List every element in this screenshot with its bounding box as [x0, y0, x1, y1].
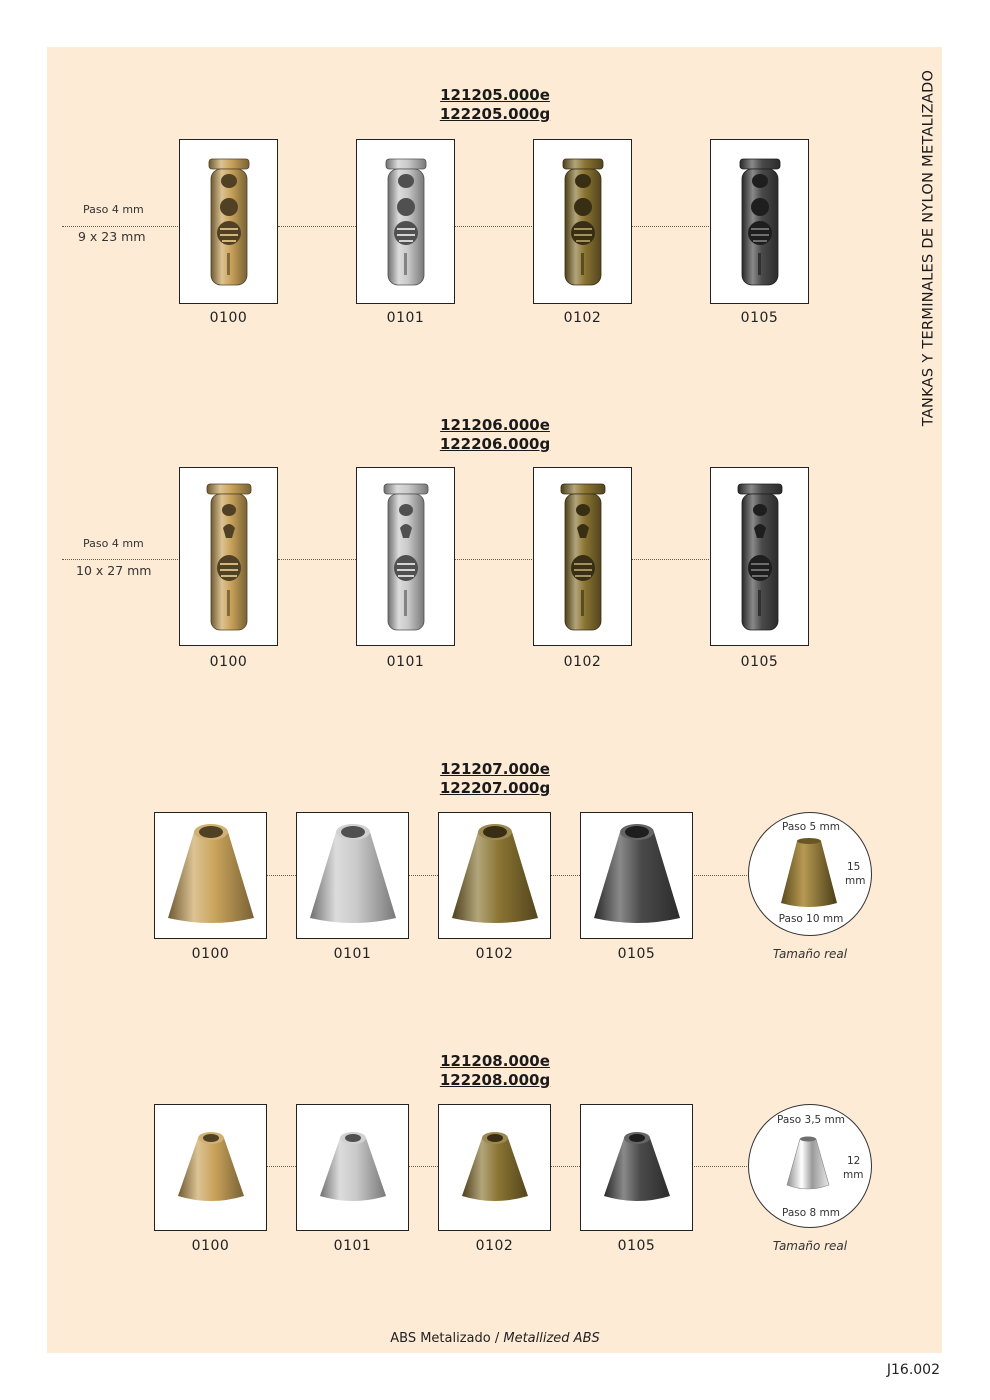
- product-121208-0101[interactable]: [296, 1104, 409, 1231]
- variant-label: 0102: [475, 946, 514, 962]
- real-size-caption: Tamaño real: [772, 1239, 848, 1253]
- variant-label: 0100: [209, 310, 248, 326]
- section4-connector: [550, 1166, 580, 1167]
- cord-stopper-icon: [199, 157, 259, 287]
- cord-end-cone-icon: [317, 1130, 389, 1206]
- variant-label: 0102: [563, 310, 602, 326]
- product-121206-0105[interactable]: [710, 467, 809, 646]
- section1-size: 9 x 23 mm: [78, 229, 146, 244]
- section1-connector: [455, 226, 534, 227]
- section2-size: 10 x 27 mm: [76, 563, 152, 578]
- real-size-top: Paso 5 mm: [781, 821, 840, 833]
- real-size-circle: [748, 812, 872, 936]
- product-121207-0102[interactable]: [438, 812, 551, 939]
- section3-connector: [550, 875, 580, 876]
- variant-label: 0101: [333, 1238, 372, 1254]
- cord-end-cone-icon: [175, 1130, 247, 1206]
- variant-label: 0105: [740, 310, 779, 326]
- variant-label: 0102: [563, 654, 602, 670]
- product-121205-0105[interactable]: [710, 139, 809, 304]
- section2-code-e: 121206.000e: [440, 416, 550, 434]
- section4-code-e: 121208.000e: [440, 1052, 550, 1070]
- cord-stopper-icon: [730, 482, 790, 632]
- variant-label: 0101: [386, 654, 425, 670]
- cone-real-size-icon: [775, 837, 843, 913]
- cord-end-cone-icon: [591, 824, 683, 928]
- variant-label: 0100: [209, 654, 248, 670]
- variant-label: 0101: [333, 946, 372, 962]
- product-121208-0105[interactable]: [580, 1104, 693, 1231]
- cord-end-cone-icon: [165, 824, 257, 928]
- section2-dim-line: [62, 559, 180, 560]
- cord-end-cone-icon: [601, 1130, 673, 1206]
- cord-stopper-icon: [553, 482, 613, 632]
- variant-label: 0105: [617, 946, 656, 962]
- real-size-bottom: Paso 8 mm: [781, 1207, 840, 1219]
- variant-label: 0100: [191, 1238, 230, 1254]
- variant-label: 0100: [191, 946, 230, 962]
- real-size-height-unit: mm: [845, 875, 866, 887]
- variant-label: 0105: [740, 654, 779, 670]
- variant-label: 0102: [475, 1238, 514, 1254]
- section2-connector: [455, 559, 534, 560]
- product-121207-0100[interactable]: [154, 812, 267, 939]
- material-footer: [0, 1331, 990, 1346]
- section1-code-e: 121205.000e: [440, 86, 550, 104]
- real-size-height: 15: [847, 861, 861, 873]
- material-en: Metallized ABS: [503, 1331, 600, 1346]
- section3-connector: [266, 875, 296, 876]
- product-121205-0102[interactable]: [533, 139, 632, 304]
- section4-connector: [266, 1166, 296, 1167]
- product-121208-0102[interactable]: [438, 1104, 551, 1231]
- page-number: J16.002: [886, 1362, 940, 1378]
- section3-connector: [408, 875, 438, 876]
- real-size-height: 12: [847, 1155, 861, 1167]
- section1-connector: [278, 226, 356, 227]
- cone-real-size-icon: [783, 1135, 833, 1195]
- section3-code-e: 121207.000e: [440, 760, 550, 778]
- section4-connector: [692, 1166, 749, 1167]
- section2-connector: [278, 559, 356, 560]
- product-121208-0100[interactable]: [154, 1104, 267, 1231]
- real-size-bottom: Paso 10 mm: [778, 913, 844, 925]
- product-121206-0102[interactable]: [533, 467, 632, 646]
- section1-step: Paso 4 mm: [83, 203, 144, 216]
- section3-code-g: 122207.000g: [439, 779, 551, 797]
- product-121206-0101[interactable]: [356, 467, 455, 646]
- section1-code-g: 122205.000g: [439, 105, 551, 123]
- real-size-height-unit: mm: [843, 1169, 864, 1181]
- section4-connector: [408, 1166, 438, 1167]
- real-size-caption: Tamaño real: [772, 947, 848, 961]
- variant-label: 0105: [617, 1238, 656, 1254]
- product-121207-0101[interactable]: [296, 812, 409, 939]
- cord-stopper-icon: [199, 482, 259, 632]
- section1-dim-line: [62, 226, 180, 227]
- product-121206-0100[interactable]: [179, 467, 278, 646]
- section2-step: Paso 4 mm: [83, 537, 144, 550]
- section3-connector: [692, 875, 749, 876]
- section4-code-g: 122208.000g: [439, 1071, 551, 1089]
- product-121205-0101[interactable]: [356, 139, 455, 304]
- product-121207-0105[interactable]: [580, 812, 693, 939]
- cord-stopper-icon: [376, 157, 436, 287]
- material-es: ABS Metalizado: [390, 1331, 491, 1346]
- section2-connector: [632, 559, 711, 560]
- side-title: TANKAS Y TERMINALES DE NYLON METALIZADO: [920, 69, 936, 427]
- real-size-top: Paso 3,5 mm: [776, 1114, 846, 1126]
- product-121205-0100[interactable]: [179, 139, 278, 304]
- material-separator: /: [490, 1331, 504, 1346]
- cord-stopper-icon: [376, 482, 436, 632]
- variant-label: 0101: [386, 310, 425, 326]
- real-size-circle: [748, 1104, 872, 1228]
- cord-end-cone-icon: [449, 824, 541, 928]
- cord-stopper-icon: [730, 157, 790, 287]
- section1-connector: [632, 226, 711, 227]
- cord-stopper-icon: [553, 157, 613, 287]
- section2-code-g: 122206.000g: [439, 435, 551, 453]
- cord-end-cone-icon: [307, 824, 399, 928]
- cord-end-cone-icon: [459, 1130, 531, 1206]
